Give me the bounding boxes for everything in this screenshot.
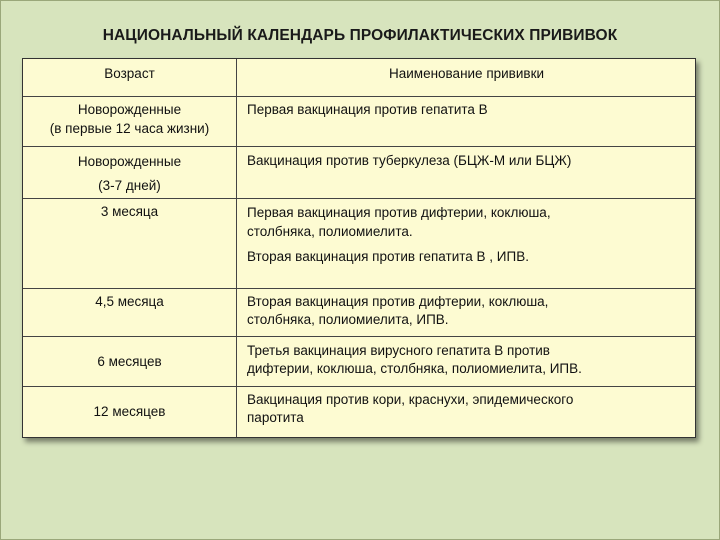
vaccine-line: паротита: [247, 410, 304, 425]
age-line: 6 месяцев: [97, 354, 162, 369]
vaccine-line: Вторая вакцинация против дифтерии, коклюша,: [247, 294, 549, 309]
vaccine-cell: [247, 203, 687, 266]
table-row: [23, 199, 695, 289]
vaccination-table: [22, 58, 696, 438]
table-row: [23, 337, 695, 387]
vaccine-line: Первая вакцинация против дифтерии, коклюша,: [247, 205, 551, 220]
vaccine-line: Вторая вакцинация против гепатита В , ИПВ.: [247, 249, 529, 264]
table-header-row: [23, 59, 695, 97]
age-line: 3 месяца: [100, 204, 159, 219]
header-age: Возраст: [104, 66, 155, 81]
vaccine-cell: [247, 101, 687, 119]
vaccine-line: столбняка, полиомиелита.: [247, 224, 413, 239]
vaccine-cell: [247, 293, 687, 329]
vaccine-cell: [247, 391, 687, 427]
age-line: (в первые 12 часа жизни): [49, 121, 210, 136]
age-cell: [23, 150, 236, 198]
vaccine-line: дифтерии, коклюша, столбняка, полиомиелита, ИПВ.: [247, 361, 582, 376]
age-line: Новорожденные: [77, 102, 182, 117]
page-title: НАЦИОНАЛЬНЫЙ КАЛЕНДАРЬ ПРОФИЛАКТИЧЕСКИХ ПРИВИВОК: [102, 27, 618, 44]
header-vaccine: Наименование прививки: [388, 66, 545, 81]
age-line: 12 месяцев: [93, 404, 166, 419]
vaccine-line: Первая вакцинация против гепатита В: [247, 102, 488, 117]
age-cell: [23, 202, 236, 221]
vaccine-line: Вакцинация против кори, краснухи, эпидемического: [247, 392, 574, 407]
table-row: [23, 147, 695, 199]
age-line: Новорожденные: [77, 154, 182, 169]
age-cell: [23, 402, 236, 421]
table-row: [23, 387, 695, 437]
vaccine-line: столбняка, полиомиелита, ИПВ.: [247, 312, 449, 327]
vaccine-cell: [247, 152, 687, 170]
vaccine-line: Вакцинация против туберкулеза (БЦЖ-М или БЦЖ): [247, 153, 572, 168]
table-row: [23, 97, 695, 147]
age-cell: [23, 100, 236, 138]
age-cell: [23, 352, 236, 371]
table-row: [23, 289, 695, 337]
age-cell: [23, 292, 236, 311]
vaccine-line: Третья вакцинация вирусного гепатита В против: [247, 343, 550, 358]
age-line: (3-7 дней): [98, 178, 161, 193]
vaccine-cell: [247, 342, 687, 378]
age-line: 4,5 месяца: [95, 294, 164, 309]
